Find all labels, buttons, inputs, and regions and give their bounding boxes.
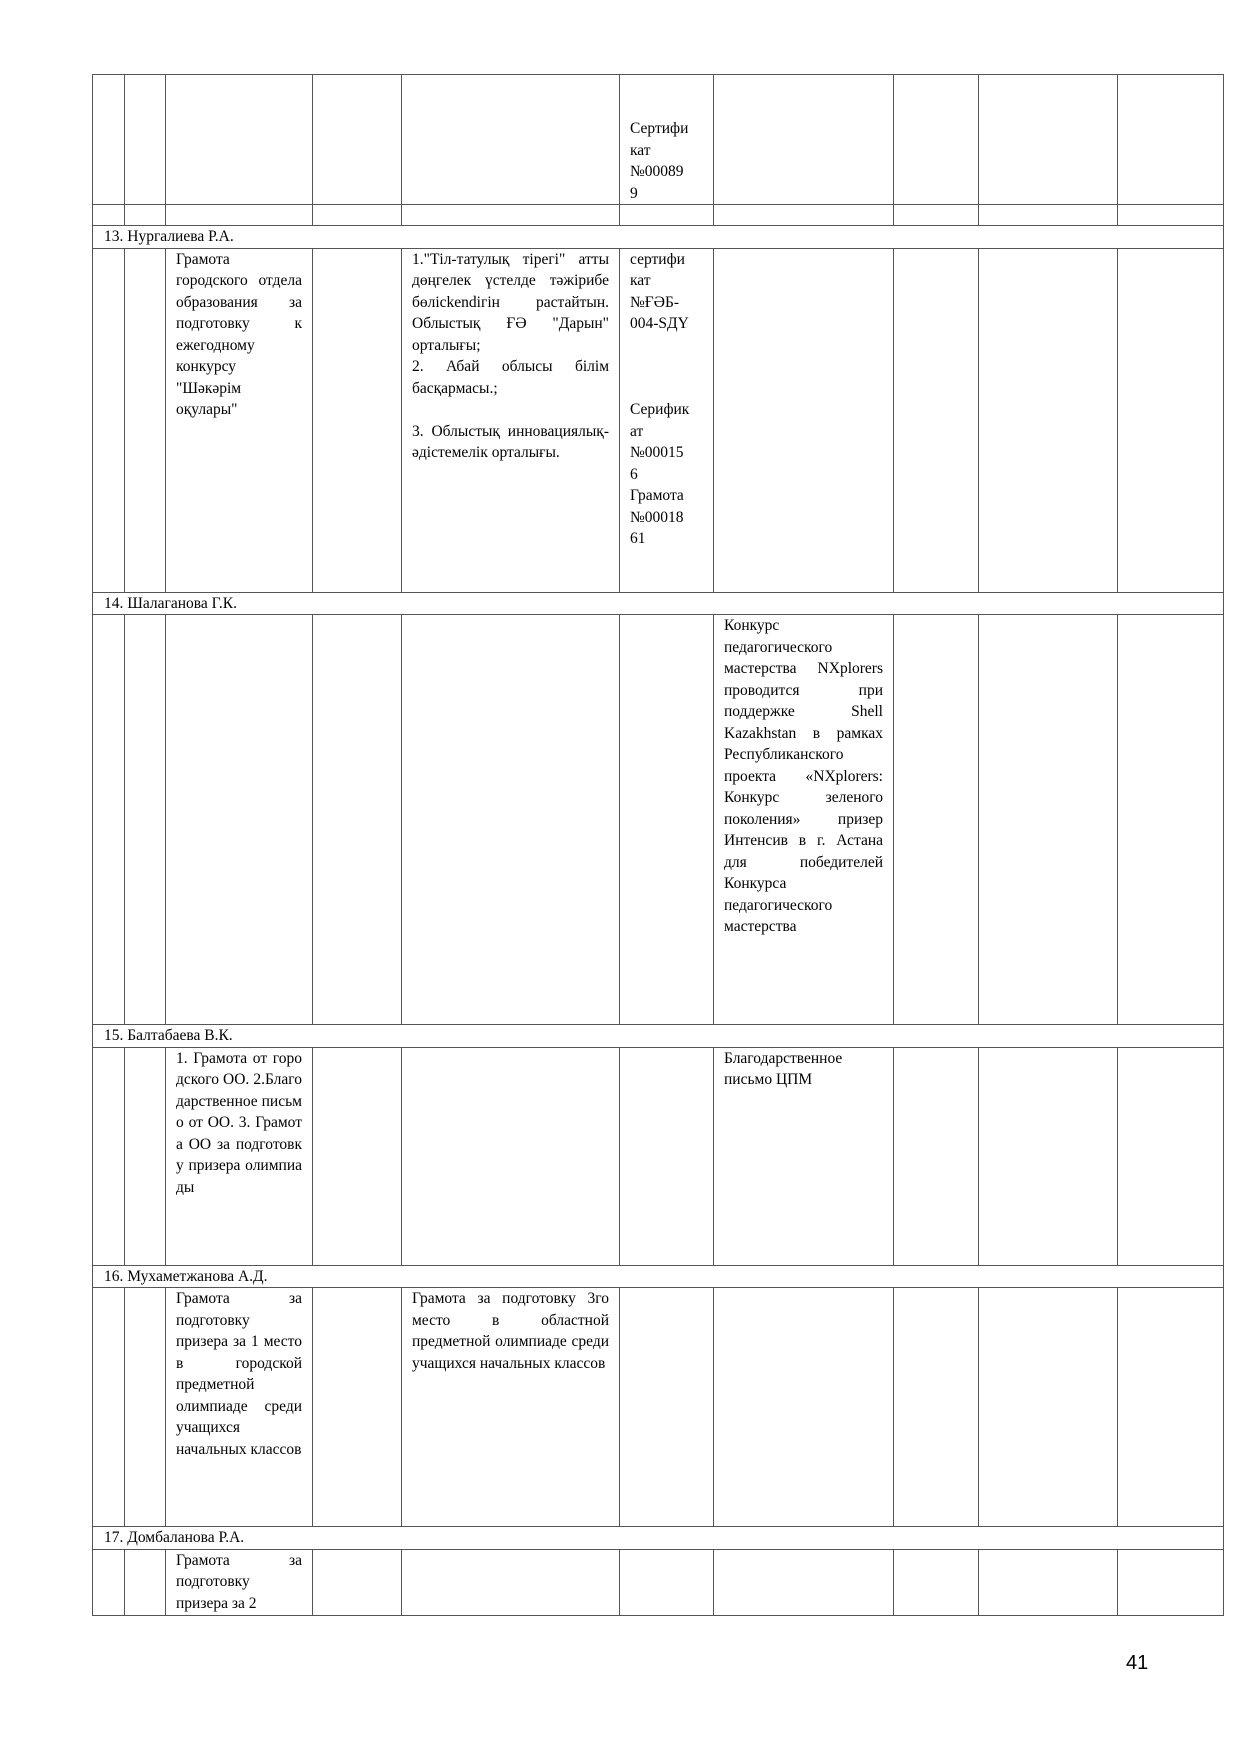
page-number: 41 [1126, 1652, 1149, 1674]
award-cell: Грамота за подготовку призера за 1 место в городской предметной олимпиаде среди учащихся начальных классов [166, 1288, 313, 1527]
section-heading-row [93, 1025, 1224, 1048]
table-row [93, 1549, 1224, 1615]
section-heading-row [93, 1527, 1224, 1550]
achievements-table [92, 74, 1224, 1616]
table-row [93, 205, 1224, 226]
table-row [93, 248, 1224, 592]
competition-cell: Конкурс педагогического мастерства NXplorers проводится при поддержке Shell Kazakhstan в рамках Республиканского проекта «NXplorers: Конкурс зеленого поколения» призер Интенсив в г. Астана для победителей Конкурса педагогического мастерства [714, 615, 894, 1025]
certificate-cell: сертифи кат №ҒӘБ- 004-SДҮ Серифик ат №00015 6 Грамота №00018 61 [620, 248, 714, 592]
teacher-name: 17. Домбаланова Р.А. [93, 1527, 1224, 1550]
event-cell: Грамота за подготовку 3го место в областной предметной олимпиаде среди учащихся начальных классов [402, 1288, 620, 1527]
table-row [93, 75, 1224, 205]
section-heading-row [93, 226, 1224, 249]
award-cell: Грамота за подготовку призера за 2 [166, 1549, 313, 1615]
award-cell: 1. Грамота от городского ОО. 2.Благодарственное письмо от ОО. 3. Грамота ОО за подготовку призера олимпиады [166, 1047, 313, 1265]
table-row [93, 1288, 1224, 1527]
teacher-name: 14. Шалаганова Г.К. [93, 592, 1224, 615]
teacher-name: 16. Мухаметжанова А.Д. [93, 1265, 1224, 1288]
competition-cell: Благодарственное письмо ЦПМ [714, 1047, 894, 1265]
event-cell: 1."Тіл-татулық тірегі" атты дөңгелек үстелде тәжірибе бөлісkendігін растайтын. Облыстық ҒӘ "Дарын" орталығы; 2. Абай облысы білім басқармасы.; 3. Облыстық инновациялық-әдістемелік орталығы. [402, 248, 620, 592]
award-cell: Грамота городского отдела образования за подготовку к ежегодному конкурсу "Шәкәрім оқулары" [166, 248, 313, 592]
section-heading-row [93, 592, 1224, 615]
certificate-cell: Сертифи кат №00089 9 [620, 75, 714, 205]
section-heading-row [93, 1265, 1224, 1288]
table-row [93, 615, 1224, 1025]
teacher-name: 15. Балтабаева В.К. [93, 1025, 1224, 1048]
teacher-name: 13. Нургалиева Р.А. [93, 226, 1224, 249]
table-row [93, 1047, 1224, 1265]
